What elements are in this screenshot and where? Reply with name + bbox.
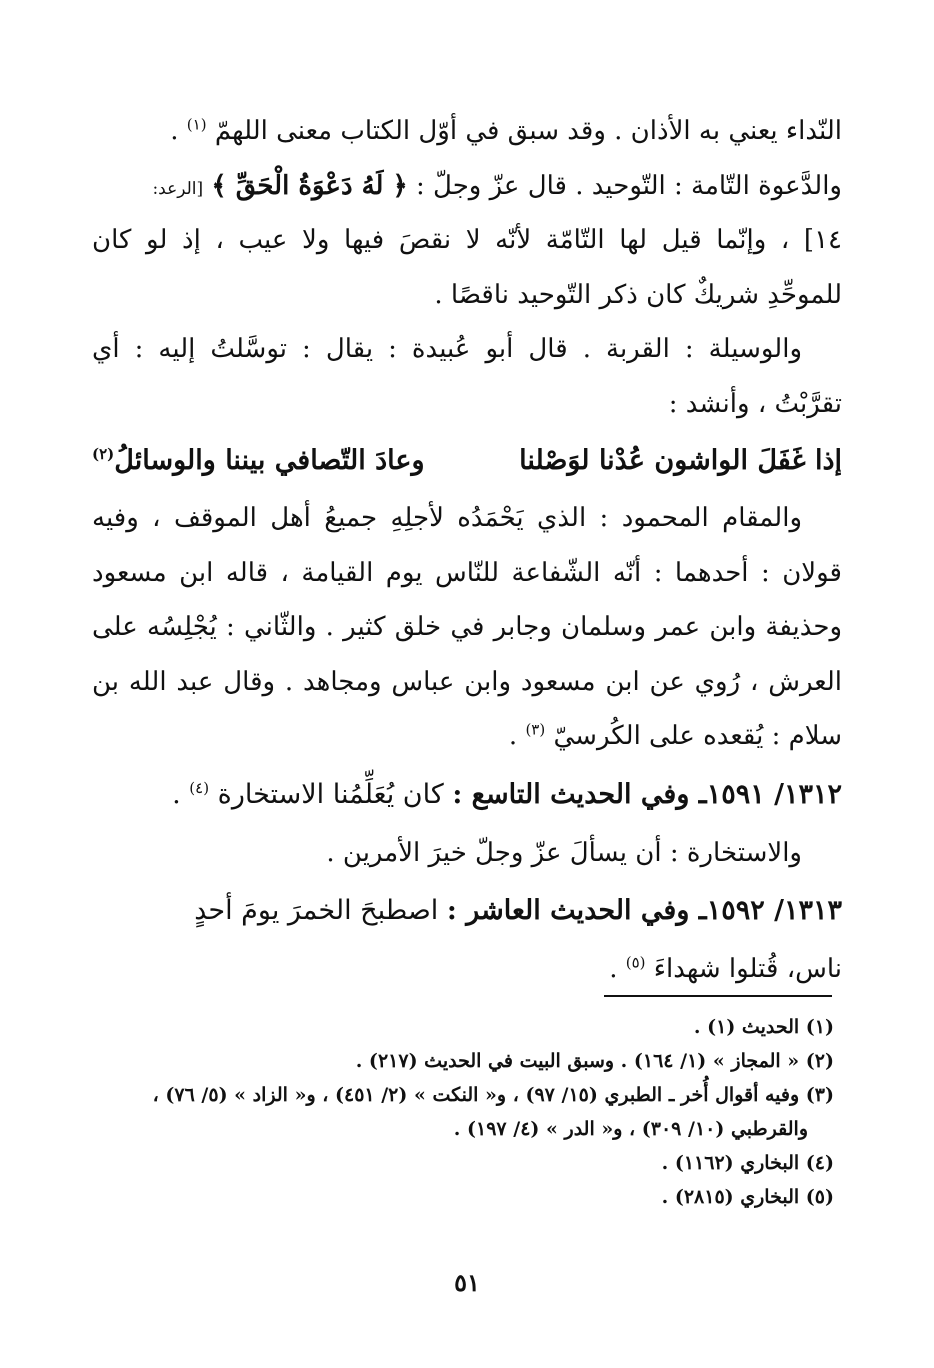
- hadith-9-number: ١٣١٢/ ١٥٩١ـ: [689, 778, 842, 810]
- footnote-marker-5: (٥): [625, 953, 646, 972]
- footnote-separator: [604, 995, 832, 997]
- text-line-8: قولان : أحدهما : أنّه الشّفاعة للنّاس يوم القيامة ، قاله ابن مسعود: [92, 557, 842, 588]
- footnote-2: (٢) « المجاز » (١/ ١٦٤) . وسبق البيت في الحديث (٢١٧) .: [355, 1050, 834, 1072]
- footnotes: [94, 1010, 834, 1214]
- text-line-6: تقرَّبْتُ ، وأنشد :: [668, 388, 842, 419]
- text-line-4: للموحِّدِ شريكٌ كان ذكر التّوحيد ناقصًا .: [434, 279, 842, 310]
- text-line-5: والوسيلة : القربة . قال أبو عُبيدة : يقال : توسَّلتُ إليه : أي: [92, 334, 802, 364]
- hadith-9-heading: ١٣١٢/ ١٥٩١ـ وفي الحديث التاسع : كان يُعَلِّمُنا الاستخارة $^{(٤)}$ .: [172, 778, 842, 810]
- footnote-marker-1: (١): [186, 115, 207, 134]
- page-number: ٥١: [454, 1268, 480, 1297]
- footnote-1: (١) الحديث (١) .: [693, 1016, 834, 1038]
- footnote-marker-4: (٤): [189, 778, 210, 797]
- text-line-2: والدَّعوة التّامة : التّوحيد . قال عزّ وجلّ : ﴿ لَهُ دَعْوَةُ الْحَقِّ ﴾ [الرعد:: [152, 170, 842, 201]
- text-line-3: ١٤] ، وإنّما قيل لها التّامّة لأنّه لا نقصَ فيها ولا عيب ، إذ لو كان: [92, 225, 842, 255]
- hadith-10-heading: ١٣١٣/ ١٥٩٢ـ وفي الحديث العاشر : اصطبحَ الخمرَ يومَ أحدٍ: [194, 895, 842, 926]
- poem-hemistich-2: وعادَ التّصافي بيننا والوسائلُ$^{(٢)}$: [92, 445, 425, 476]
- text-line-13: ناس، قُتلوا شهداءَ $^{(٥)}$ .: [609, 953, 842, 984]
- text-line-9: وحذيفة وابن عمر وسلمان وجابر في خلق كثير . والثّاني : يُجْلِسُه على: [92, 612, 842, 642]
- text-line-10: العرش ، رُوي عن ابن مسعود وابن عباس ومجاهد . وقال عبد الله بن: [92, 666, 842, 697]
- hadith-9-title: وفي الحديث التاسع :: [452, 778, 690, 810]
- footnote-3: (٣) وفيه أقوال أُخر ـ الطبري (١٥/ ٩٧) ، و« النكت » (٢/ ٤٥١) ، و« الزاد » (٥/ ٧٦) ،: [152, 1084, 834, 1106]
- main-text: [92, 104, 842, 997]
- hadith-10-number: ١٣١٣/ ١٥٩٢ـ: [689, 895, 842, 926]
- text-line-7: والمقام المحمود : الذي يَحْمَدُه لأجلِهِ جميعُ أهل الموقف ، وفيه: [92, 503, 802, 533]
- footnote-marker-3: (٣): [525, 720, 546, 739]
- footnote-5: (٥) البخاري (٢٨١٥) .: [661, 1186, 834, 1208]
- text-line-12: والاستخارة : أن يسألَ عزّ وجلّ خيرَ الأمرين .: [326, 837, 802, 868]
- text-line-11: سلام : يُقعده على الكُرسيّ $^{(٣)}$ .: [508, 720, 842, 751]
- hadith-10-title: وفي الحديث العاشر :: [446, 895, 690, 926]
- quran-verse: ﴿ لَهُ دَعْوَةُ الْحَقِّ ﴾: [211, 170, 408, 201]
- text-line-1: النّداء يعني به الأذان . وقد سبق في أوّل الكتاب معنى اللهمّ $^{(١)}$ .: [170, 115, 842, 146]
- footnote-4: (٤) البخاري (١١٦٢) .: [661, 1152, 834, 1174]
- footnote-3-continued: والقرطبي (١٠/ ٣٠٩) ، و« الدر » (٤/ ١٩٧) .: [453, 1118, 808, 1140]
- verse-reference: [الرعد:: [152, 178, 204, 199]
- poem-hemistich-1: إذا غَفَلَ الواشون عُدْنا لوَصْلنا: [519, 445, 842, 476]
- footnote-marker-2: (٢): [92, 445, 115, 463]
- poem-verse: [92, 431, 842, 491]
